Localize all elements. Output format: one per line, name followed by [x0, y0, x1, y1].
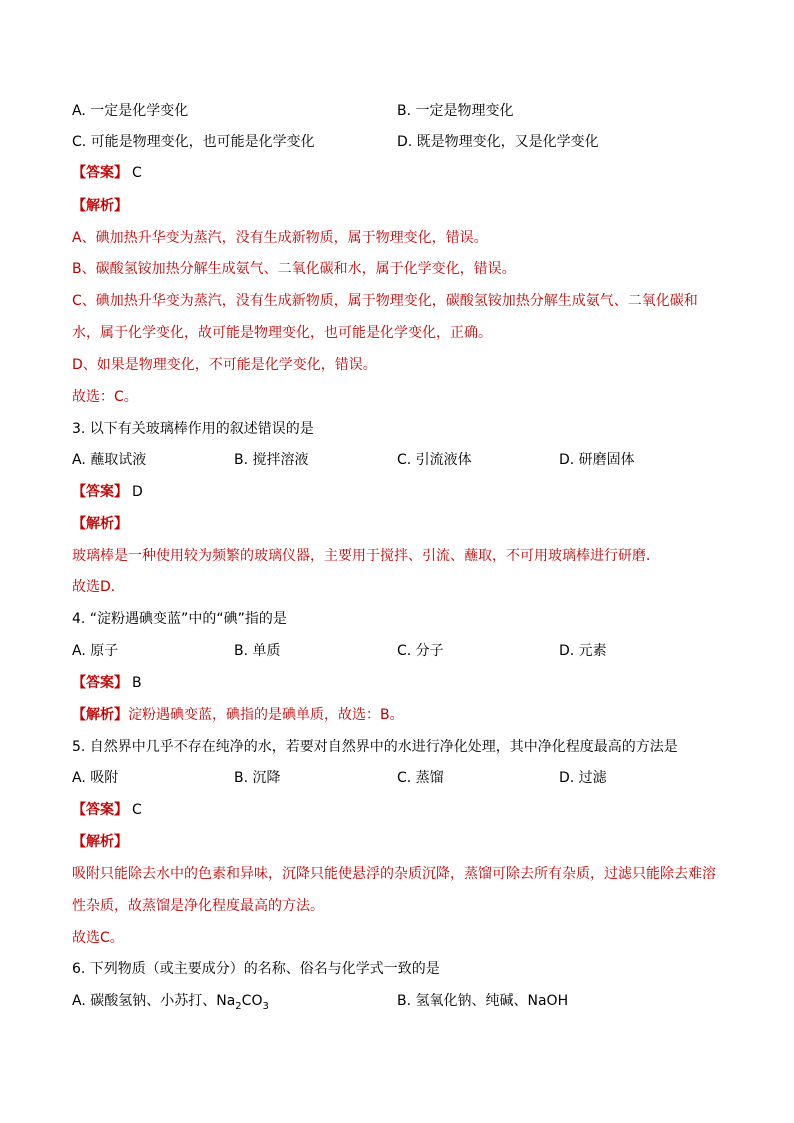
q2-analysis-line-3: C、碘加热升华变为蒸汽，没有生成新物质，属于物理变化，碳酸氢铵加热分解生成氨气、二氧化碳和 [72, 293, 698, 309]
q4-option-b: B. 单质 [234, 643, 281, 659]
q5-choose: 故选C。 [72, 930, 124, 946]
q5-analysis-line-1: 吸附只能除去水中的色素和异味，沉降只能使悬浮的杂质沉降，蒸馏可除去所有杂质，过滤只能除去难溶 [72, 866, 716, 882]
q4-option-a: A. 原子 [72, 643, 119, 659]
q2-analysis-line-2: B、碳酸氢铵加热分解生成氨气、二氧化碳和水，属于化学变化，错误。 [72, 261, 516, 277]
q2-analysis-line-1: A、碘加热升华变为蒸汽，没有生成新物质，属于物理变化，错误。 [72, 230, 488, 246]
q5-option-b: B. 沉降 [234, 770, 281, 786]
q3-option-c: C. 引流液体 [397, 452, 472, 468]
analysis-label: 【解析】 [72, 707, 128, 723]
answer-label: 【答案】 [72, 165, 128, 181]
q4-stem: 4. “淀粉遇碘变蓝”中的“碘”指的是 [72, 611, 287, 627]
q2-analysis-line-5: D、如果是物理变化，不可能是化学变化，错误。 [72, 357, 377, 373]
answer-value: D [132, 484, 143, 500]
q4-answer [72, 673, 142, 693]
q3-option-a: A. 蘸取试液 [72, 452, 147, 468]
q2-analysis-label: 【解析】 [72, 198, 128, 214]
q4-option-c: C. 分子 [397, 643, 444, 659]
q6-option-b: B. 氢氧化钠、纯碱、NaOH [397, 993, 569, 1009]
subscript: 2 [235, 1000, 242, 1012]
analysis-text: 淀粉遇碘变蓝，碘指的是碘单质，故选：B。 [128, 707, 404, 723]
q2-option-d: D. 既是物理变化，又是化学变化 [397, 134, 599, 150]
q2-answer [72, 163, 142, 183]
answer-label: 【答案】 [72, 484, 128, 500]
q2-option-b: B. 一定是物理变化 [397, 103, 514, 119]
q5-option-a: A. 吸附 [72, 770, 119, 786]
subscript: 3 [262, 1000, 269, 1012]
q3-choose: 故选D． [72, 579, 125, 595]
q3-analysis: 玻璃棒是一种使用较为频繁的玻璃仪器，主要用于搅拌、引流、蘸取，不可用玻璃棒进行研磨． [72, 548, 660, 564]
option-text-tail: CO [241, 993, 263, 1009]
option-text: A. 碳酸氢钠、小苏打、Na [72, 993, 236, 1009]
answer-value: C [132, 165, 142, 181]
answer-label: 【答案】 [72, 802, 128, 818]
q4-analysis [72, 705, 404, 725]
q6-option-a [72, 991, 269, 1011]
q5-stem: 5. 自然界中几乎不存在纯净的水，若要对自然界中的水进行净化处理，其中净化程度最高的方法是 [72, 739, 678, 755]
q5-option-c: C. 蒸馏 [397, 770, 444, 786]
q4-option-d: D. 元素 [559, 643, 607, 659]
answer-value: C [132, 802, 142, 818]
q2-option-a: A. 一定是化学变化 [72, 103, 189, 119]
q3-answer [72, 482, 143, 502]
q6-stem: 6. 下列物质（或主要成分）的名称、俗名与化学式一致的是 [72, 961, 440, 977]
q5-analysis-line-2: 性杂质，故蒸馏是净化程度最高的方法。 [72, 898, 324, 914]
q3-analysis-label: 【解析】 [72, 516, 128, 532]
q2-choose: 故选：C。 [72, 389, 138, 405]
answer-value: B [132, 675, 142, 691]
q2-analysis-line-4: 水，属于化学变化，故可能是物理变化，也可能是化学变化，正确。 [72, 325, 492, 341]
answer-label: 【答案】 [72, 675, 128, 691]
q2-option-c: C. 可能是物理变化，也可能是化学变化 [72, 134, 315, 150]
q5-analysis-label: 【解析】 [72, 834, 128, 850]
q5-answer [72, 800, 142, 820]
q3-option-d: D. 研磨固体 [559, 452, 635, 468]
q3-stem: 3. 以下有关玻璃棒作用的叙述错误的是 [72, 421, 314, 437]
q5-option-d: D. 过滤 [559, 770, 607, 786]
q3-option-b: B. 搅拌溶液 [234, 452, 309, 468]
